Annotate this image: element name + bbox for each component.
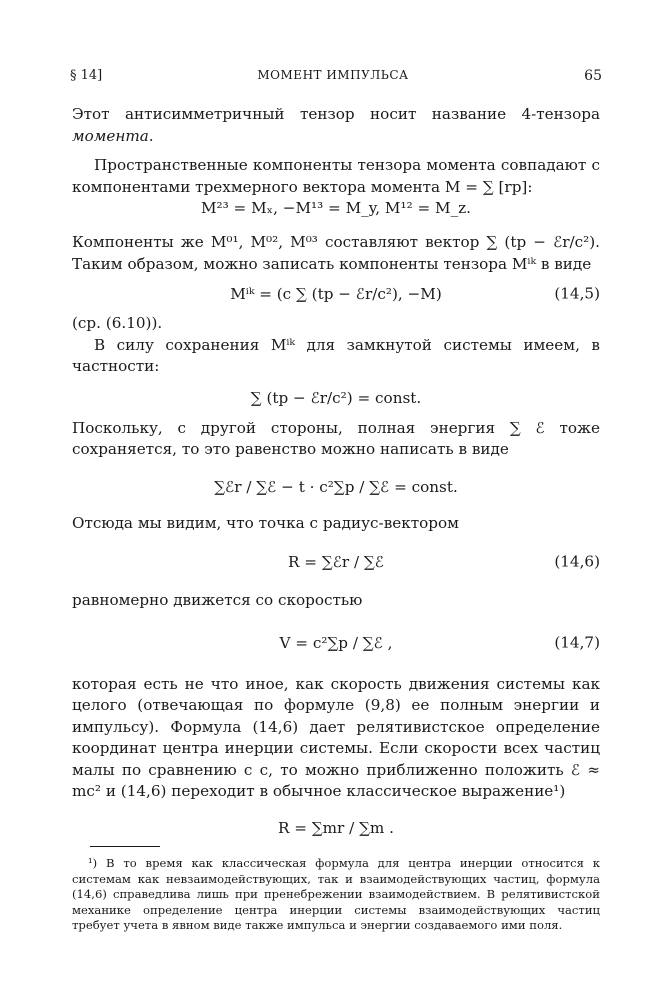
section-marker: § 14] — [70, 68, 103, 83]
equation-14-7: V = c²∑p / ∑ℰ , (14,7) — [279, 632, 600, 652]
term-moment: момента. — [72, 126, 154, 145]
paragraph-7: Отсюда мы видим, что точка с радиус-вектором — [72, 513, 459, 532]
paragraph-5: В силу сохранения Mⁱᵏ для замкнутой системы имеем, в частности: — [72, 335, 600, 375]
equation-14-5: Mⁱᵏ = (c ∑ (tp − ℰr/c²), −M) (14,5) — [230, 284, 600, 303]
running-title: МОМЕНТ ИМПУЛЬСА — [257, 68, 409, 82]
paragraph-1: Этот антисимметричный тензор носит название 4-тензора момента. — [72, 105, 600, 145]
equation-number: (14,5) — [554, 284, 600, 303]
page-body — [72, 104, 600, 853]
page-number: 65 — [584, 68, 602, 84]
paragraph-8: равномерно движется со скоростью — [72, 591, 363, 609]
footnote-rule — [90, 846, 160, 847]
equation-number: (14,6) — [554, 552, 600, 571]
equation-energy: ∑ℰr / ∑ℰ − t · c²∑p / ∑ℰ = const. — [214, 477, 458, 496]
equation-classical: R = ∑mr / ∑m . — [278, 818, 394, 837]
paragraph-4: (ср. (6.10)). — [72, 314, 163, 332]
equation-number: (14,7) — [554, 632, 600, 651]
paragraph-9: которая есть не что иное, как скорость движения системы как целого (отвечающая по формуле (9,8) ее полным энергии и импульсу). Формула (14,6) дает релятивистское определение координат центра инерции системы. Если скорости всех частиц малы по сравнению с c, то можно приближенно положить ℰ ≈ mc² и (14,6) переходит в обычное классическое выражение¹) — [72, 674, 600, 800]
paragraph-2: Пространственные компоненты тензора момента совпадают с компонентами трехмерного вектора момента M = ∑ [rp]: — [72, 156, 600, 196]
equation-const: ∑ (tp − ℰr/c²) = const. — [250, 388, 422, 407]
paragraph-6: Поскольку, с другой стороны, полная энергия ∑ ℰ тоже сохраняется, то это равенство можно написать в виде — [72, 418, 600, 458]
equation-14-6: R = ∑ℰr / ∑ℰ (14,6) — [288, 552, 600, 571]
footnote: ¹) В то время как классическая формула для центра инерции относится к системам как невзаимодействующих, так и взаимодействующих частиц, формула (14,6) справедлива лишь при пренебрежении взаимодействием. В релятивистской механике определение центра инерции системы взаимодействующих частиц требует учета в явном виде также импульса и энергии создаваемого ими поля. — [72, 856, 600, 932]
equation-components: M²³ = Mₓ, −M¹³ = M_y, M¹² = M_z. — [200, 199, 472, 217]
paragraph-3: Компоненты же M⁰¹, M⁰², M⁰³ составляют вектор ∑ (tp − ℰr/c²). Таким образом, можно записать компоненты тензора Mⁱᵏ в виде — [72, 233, 600, 273]
